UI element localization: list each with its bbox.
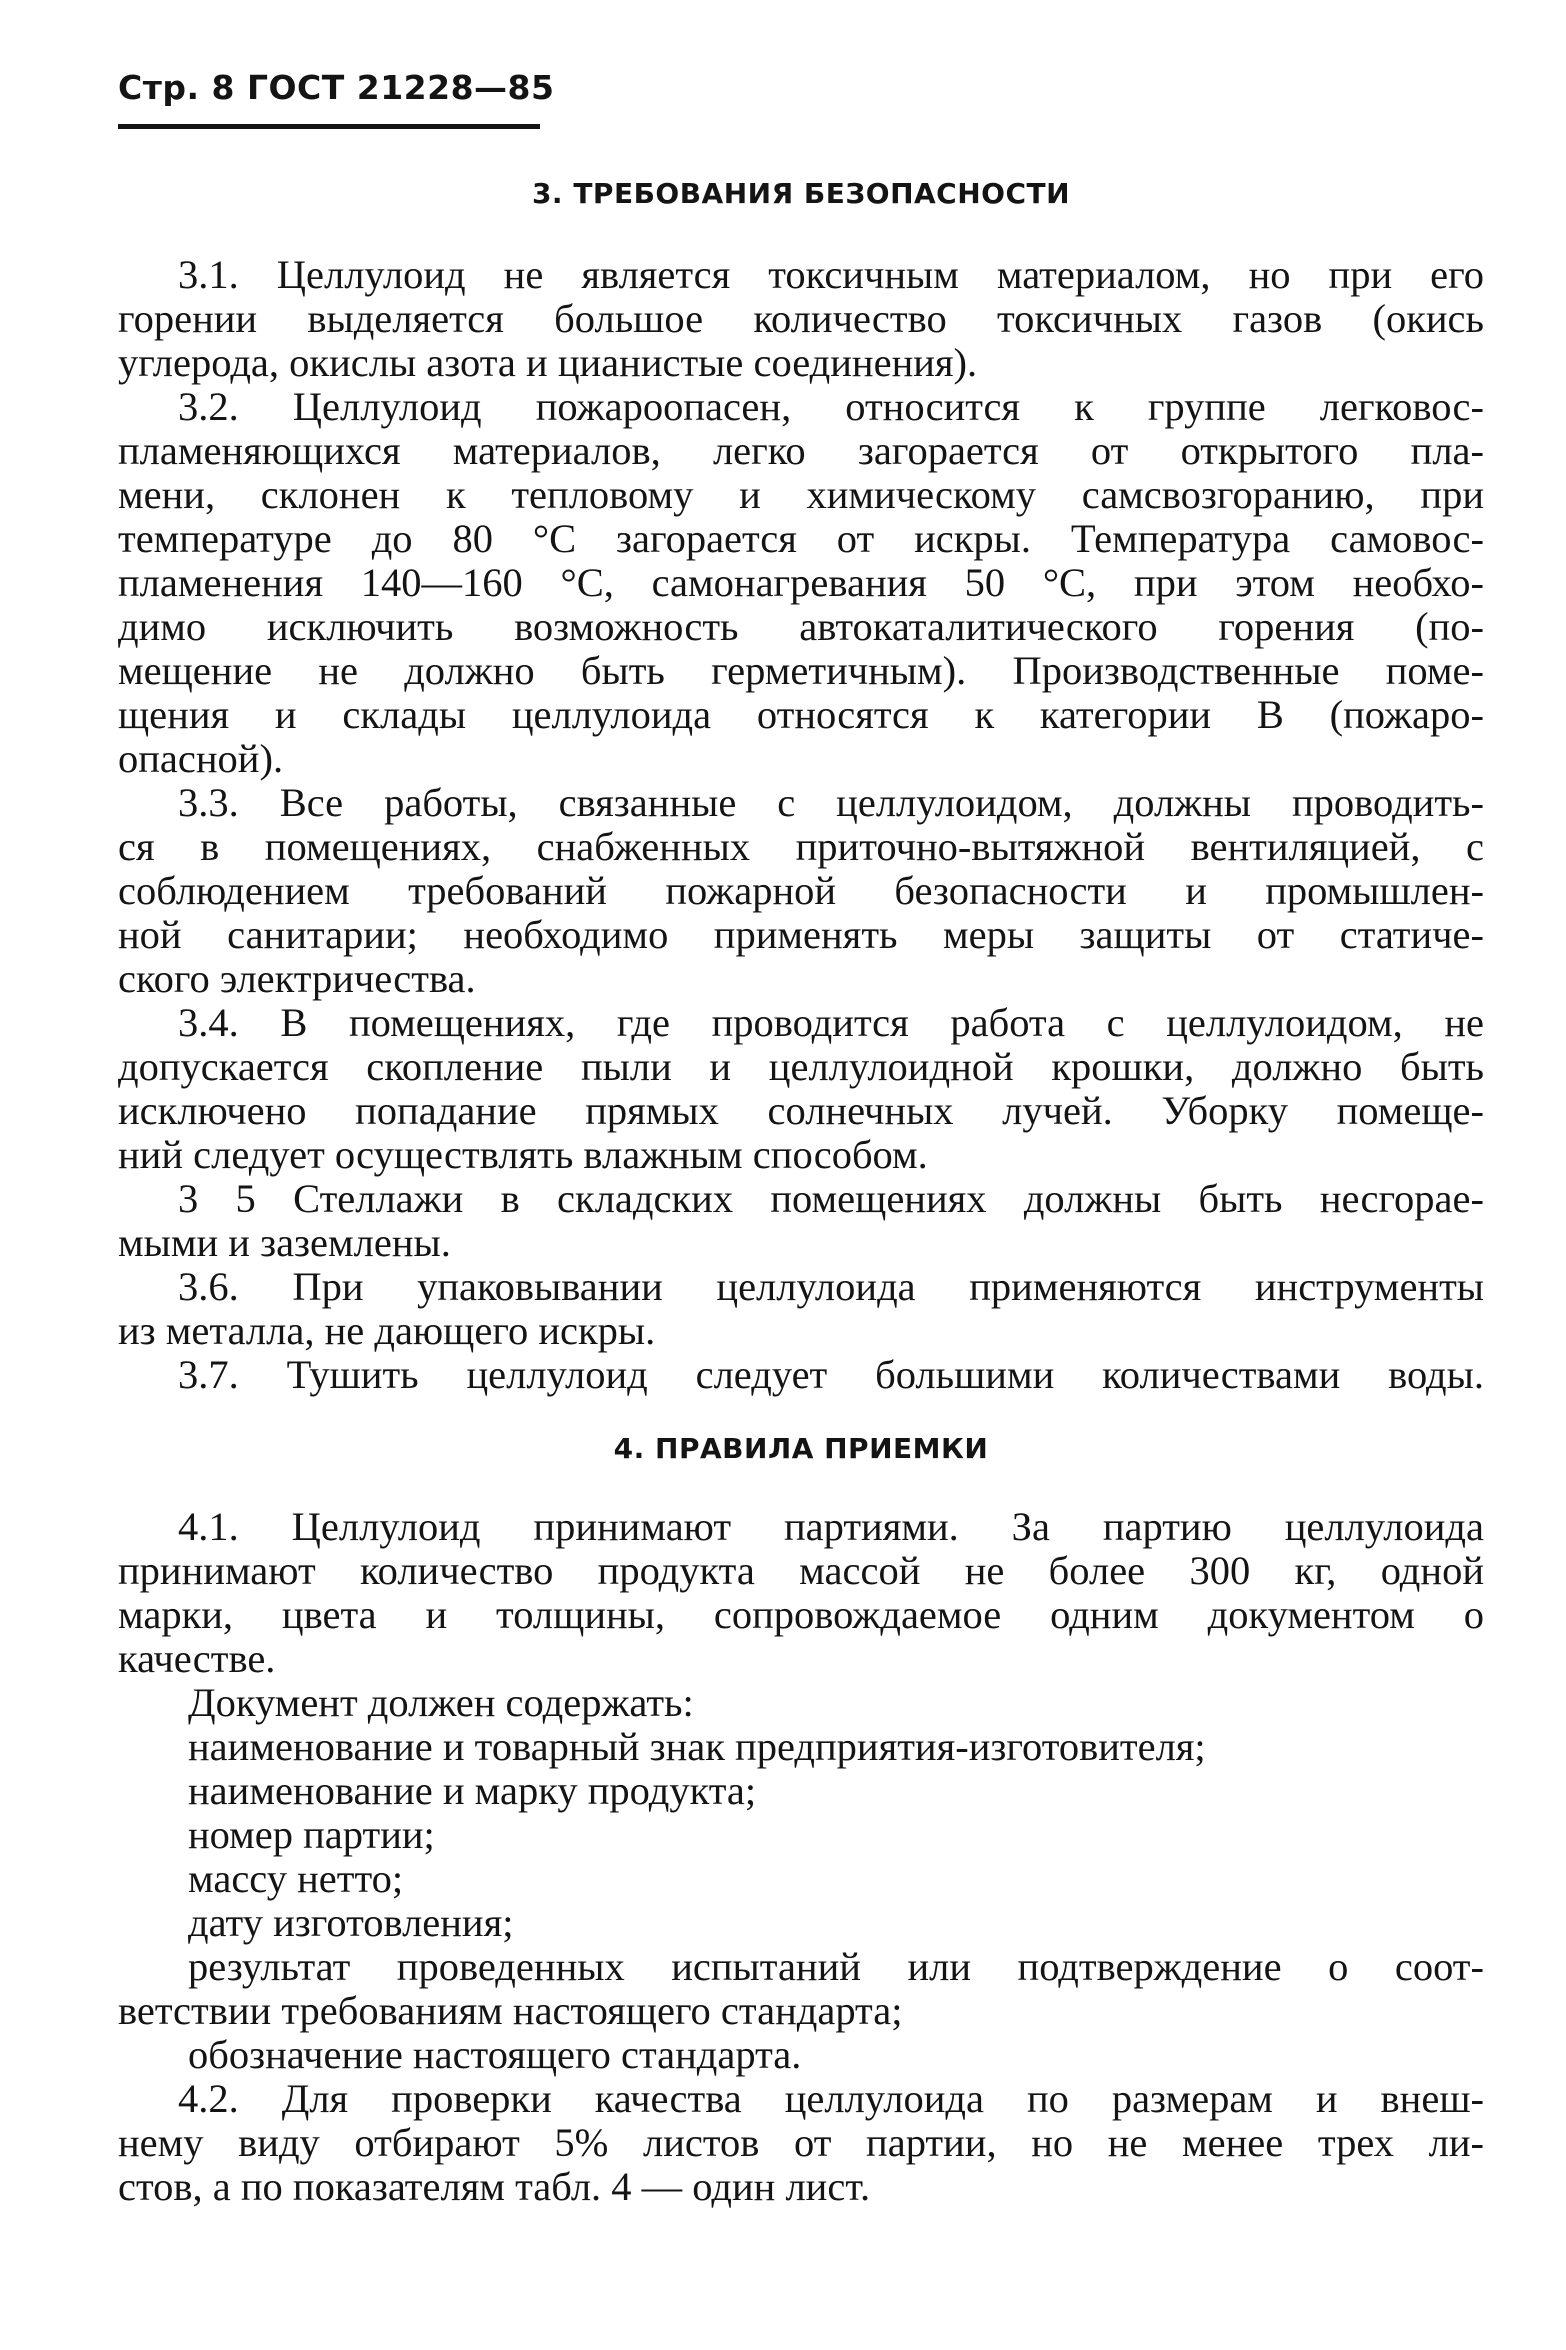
list-item: наименование и товарный знак предприятия-изготовителя; [188, 1724, 1206, 1769]
paragraph-line: углерода, окислы азота и цианистые соединения). [118, 340, 978, 385]
paragraph-line: 4.1. Целлулоид принимают партиями. За партию целлулоида [178, 1504, 1484, 1549]
paragraph-line: пламеняющихся материалов, легко загорается от открытого пла- [118, 428, 1484, 473]
section-title-acceptance: 4. ПРАВИЛА ПРИЕМКИ [613, 1432, 989, 1465]
paragraph-line: из металла, не дающего искры. [118, 1308, 656, 1353]
paragraph-line: мещение не должно быть герметичным). Производственные поме- [118, 648, 1484, 693]
paragraph-line: мыми и заземлены. [118, 1220, 451, 1265]
paragraph-line: ний следует осуществлять влажным способом. [118, 1132, 928, 1177]
paragraph-line: 3.7. Тушить целлулоид следует большими количествами воды. [178, 1352, 1484, 1397]
section-title-safety: 3. ТРЕБОВАНИЯ БЕЗОПАСНОСТИ [531, 177, 1071, 210]
paragraph-line: 3.1. Целлулоид не является токсичным материалом, но при его [178, 252, 1484, 297]
list-item: номер партии; [188, 1812, 435, 1857]
paragraph-line: марки, цвета и толщины, сопровождаемое одним документом о [118, 1592, 1484, 1637]
paragraph-line: 3 5 Стеллажи в складских помещениях должны быть несгораe- [178, 1176, 1484, 1221]
list-item: наименование и марку продукта; [188, 1768, 757, 1813]
paragraph-line: 3.4. В помещениях, где проводится работа с целлулоидом, не [178, 1000, 1484, 1045]
paragraph-line: соблюдением требований пожарной безопасности и промышлен- [118, 868, 1484, 913]
paragraph-line: допускается скопление пыли и целлулоидной крошки, должно быть [118, 1044, 1484, 1089]
paragraph-line: опасной). [118, 736, 284, 781]
paragraph-line: 4.2. Для проверки качества целлулоида по размерам и внеш- [178, 2076, 1484, 2121]
paragraph-line: 3.2. Целлулоид пожароопасен, относится к группе легковос- [178, 384, 1484, 429]
paragraph-line: ной санитарии; необходимо применять меры защиты от статиче- [118, 912, 1484, 957]
paragraph-line: принимают количество продукта массой не более 300 кг, одной [118, 1548, 1484, 1593]
paragraph-line: димо исключить возможность автокаталитического горения (по- [118, 604, 1484, 649]
paragraph-line: щения и склады целлулоида относятся к категории В (пожаро- [118, 692, 1484, 737]
paragraph-line: мени, склонен к тепловому и химическому самсвозгоранию, при [118, 472, 1484, 517]
paragraph-line: температуре до 80 °С загорается от искры. Температура самовос- [118, 516, 1484, 561]
paragraph-line: 3.3. Все работы, связанные с целлулоидом, должны проводить- [178, 780, 1484, 825]
paragraph-line: качестве. [118, 1636, 276, 1681]
header-rule [118, 124, 540, 129]
paragraph-line: ся в помещениях, снабженных приточно-вытяжной вентиляцией, с [118, 824, 1484, 869]
paragraph-line: 3.6. При упаковывании целлулоида применяются инструменты [178, 1264, 1484, 1309]
paragraph-line: нему виду отбирают 5% листов от партии, но не менее трех ли- [118, 2120, 1484, 2165]
paragraph-line: пламенения 140—160 °С, самонагревания 50 °С, при этом необхо- [118, 560, 1484, 605]
list-intro: Документ должен содержать: [188, 1680, 694, 1725]
list-item: результат проведенных испытаний или подтверждение о соот- [188, 1944, 1484, 1989]
list-item: массу нетто; [188, 1856, 404, 1901]
list-item: дату изготовления; [188, 1900, 514, 1945]
paragraph-line: ского электричества. [118, 956, 476, 1001]
running-head: Стр. 8 ГОСТ 21228—85 [118, 68, 555, 107]
paragraph-line: исключено попадание прямых солнечных лучей. Уборку помеще- [118, 1088, 1484, 1133]
paragraph-line: стов, а по показателям табл. 4 — один лист. [118, 2164, 871, 2209]
list-item: обозначение настоящего стандарта. [188, 2032, 802, 2077]
list-item: ветствии требованиям настоящего стандарта; [118, 1988, 903, 2033]
paragraph-line: горении выделяется большое количество токсичных газов (окись [118, 296, 1484, 341]
